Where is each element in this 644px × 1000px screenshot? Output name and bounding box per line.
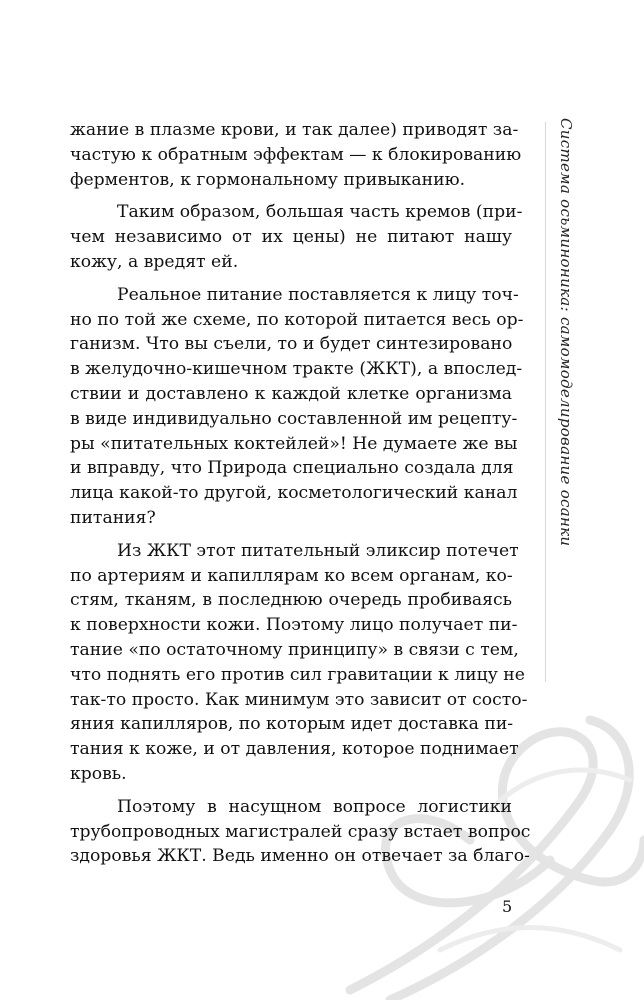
- paragraph-gap: [70, 275, 512, 283]
- text-line: частую к обратным эффектам — к блокированию: [70, 144, 522, 165]
- text-line: питания?: [70, 507, 156, 528]
- text-line: тания к коже, и от давления, которое поднимает: [70, 739, 519, 760]
- text-line: в виде индивидуально составленной им рецепту-: [70, 408, 518, 429]
- text-line: жание в плазме крови, и так далее) приводят за-: [70, 120, 519, 140]
- text-line: кожу, а вредят ей.: [70, 251, 239, 272]
- text-line: по артериям и капиллярам ко всем органам, ко-: [70, 565, 513, 586]
- text-line: Из ЖКТ этот питательный эликсир потечет: [117, 540, 519, 561]
- text-line: и вправду, что Природа специально создала для: [70, 458, 514, 479]
- text-line: ры «питательных коктейлей»! Не думаете же вы: [70, 433, 518, 454]
- text-line: но по той же схеме, по которой питается весь ор-: [70, 309, 524, 330]
- text-line: тание «по остаточному принципу» в связи с тем,: [70, 639, 519, 660]
- paragraph: [70, 283, 524, 531]
- text-line: Реальное питание поставляется к лицу точ-: [117, 284, 519, 305]
- text-line: так-то просто. Как минимум это зависит от состо-: [70, 689, 528, 710]
- paragraph-gap: [70, 531, 512, 539]
- paragraph-gap: [70, 192, 512, 200]
- text-line: трубопроводных магистралей сразу встает вопрос: [70, 821, 531, 842]
- text-line: ствии и доставлено к каждой клетке организма: [70, 383, 512, 404]
- text-line: что поднять его против сил гравитации к лицу не: [70, 664, 525, 685]
- text-line: лица какой-то другой, косметологический канал: [70, 483, 518, 504]
- page-number: 5: [502, 897, 513, 916]
- text-line: здоровья ЖКТ. Ведь именно он отвечает за благо-: [70, 846, 530, 867]
- text-line: Поэтому в насущном вопросе логистики: [117, 796, 512, 817]
- text-line: Таким образом, большая часть кремов (при-: [117, 202, 523, 223]
- text-line: кровь.: [70, 763, 127, 784]
- paragraph: [70, 795, 531, 869]
- text-line: яния капилляров, по которым идет доставка пи-: [70, 714, 514, 735]
- body-text: [70, 118, 531, 869]
- text-line: ганизм. Что вы съели, то и будет синтезировано: [70, 334, 513, 355]
- text-line: стям, тканям, в последнюю очередь пробиваясь: [70, 590, 512, 611]
- text-line: в желудочно-кишечном тракте (ЖКТ), а впослед-: [70, 359, 523, 380]
- paragraph-gap: [70, 787, 512, 795]
- paragraph: [70, 539, 528, 787]
- paragraph: [70, 200, 523, 274]
- vertical-divider: [545, 122, 546, 682]
- text-line: чем независимо от их цены) не питают нашу: [70, 227, 512, 248]
- running-head: Система осьминоника: самомоделирование осанки: [557, 118, 575, 547]
- text-line: ферментов, к гормональному привыканию.: [70, 169, 466, 190]
- paragraph: [70, 118, 522, 192]
- text-line: к поверхности кожи. Поэтому лицо получает пи-: [70, 615, 518, 636]
